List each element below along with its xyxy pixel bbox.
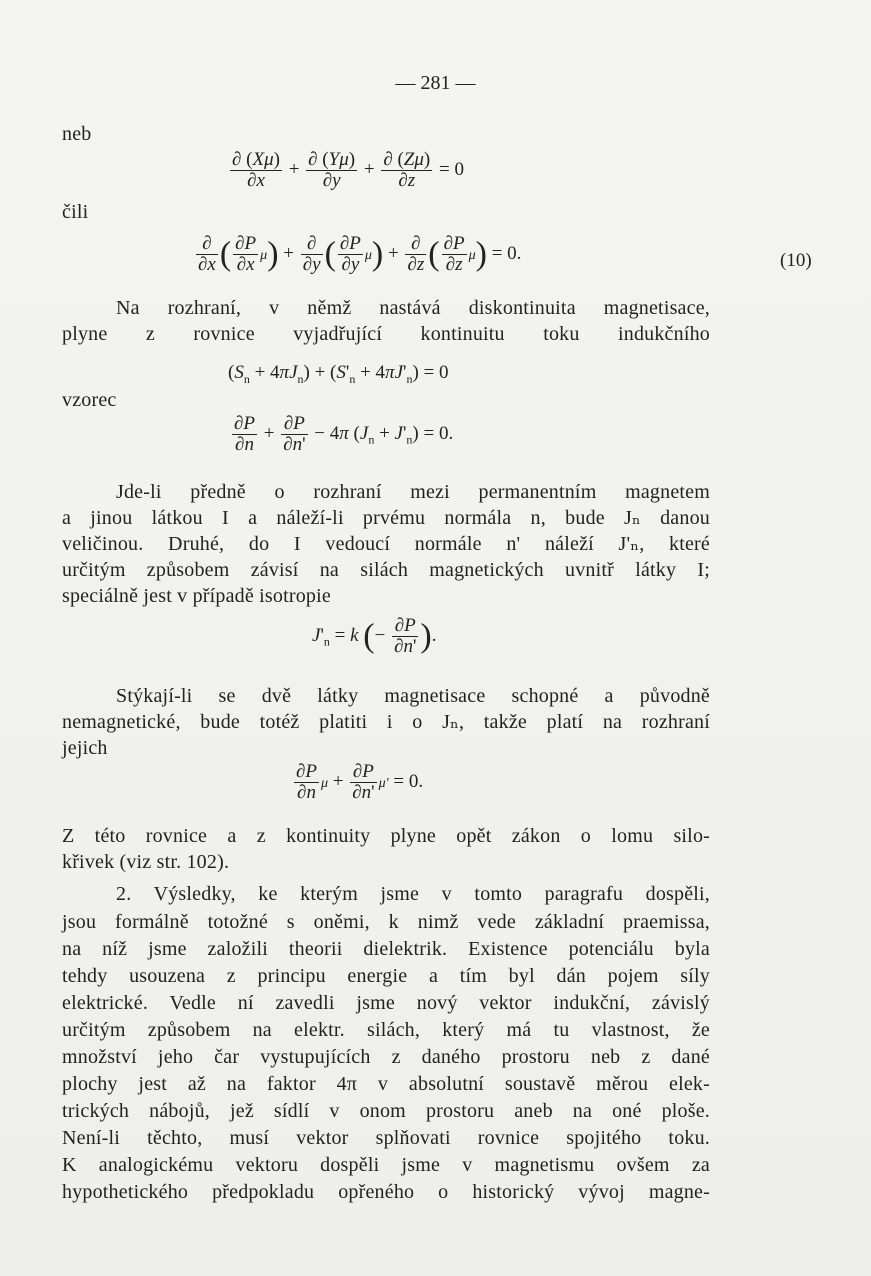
- text-line: veličinou. Druhé, do I vedoucí normále n' náleží J'ₙ, které: [62, 533, 710, 555]
- text-line: Není-li těchto, musí vektor splňovati rovnice spojitého toku.: [62, 1127, 710, 1149]
- text-line: Z této rovnice a z kontinuity plyne opět zákon o lomu silo-: [62, 825, 710, 847]
- text-line: tehdy usouzena z principu energie a tím byl dán pojem síly: [62, 965, 710, 987]
- text-line: jsou formálně totožné s oněmi, k nimž vede základní praemissa,: [62, 911, 710, 933]
- text-line: křivek (viz str. 102).: [62, 851, 230, 873]
- equation-flux: $(S_n + 4\pi J_n) + (S'_n + 4\pi J'_n) = 0$: [228, 362, 449, 386]
- word-neb: neb: [62, 123, 92, 145]
- text-line: množství jeho čar vystupujících z daného prostoru neb z dané: [62, 1046, 710, 1068]
- text-line: 2. Výsledky, ke kterým jsme v tomto paragrafu dospěli,: [116, 883, 710, 905]
- text-line: hypothetického předpokladu opřeného o historický vývoj magne-: [62, 1181, 710, 1203]
- equation-mu: $\frac{\partial P}{\partial n}$ μ + $\frac{\partial P}{\partial n'}$ μ' = 0.: [296, 761, 424, 803]
- word-vzorec: vzorec: [62, 389, 117, 411]
- equation-10: ∂ ∂x ( $\frac{\partial P}{\partial x}$ μ) + ∂ ∂y ( $\frac{\partial P}{\partial y}$ μ) + ∂ ∂z ( $\frac{\partial P}{\partial z}$ μ) = 0.: [198, 233, 522, 275]
- text-line: a jinou látkou I a náleží-li prvému normála n, bude Jₙ danou: [62, 507, 710, 529]
- text-line: speciálně jest v případě isotropie: [62, 585, 331, 607]
- page-number: — 281 —: [395, 72, 476, 94]
- equation-divergence: $\frac{\partial (X\mu)}{\partial x}$ + $\frac{\partial (Y\mu)}{\partial y}$ + $\frac{\partial (Z\mu)}{\partial z}$ = 0: [232, 149, 464, 191]
- text-line: trických nábojů, jež sídlí v onom prostoru aneb na oné ploše.: [62, 1100, 710, 1122]
- text-line: jejich: [62, 737, 108, 759]
- text-line: plyne z rovnice vyjadřující kontinuitu toku indukčního: [62, 323, 710, 345]
- text-line: určitým způsobem závisí na silách magnetických uvnitř látky I;: [62, 559, 710, 581]
- text-line: plochy jest až na faktor 4π v absolutní soustavě měrou elek-: [62, 1073, 710, 1095]
- text-line: Na rozhraní, v němž nastává diskontinuita magnetisace,: [116, 297, 710, 319]
- equation-boundary: $\frac{\partial P}{\partial n}$ + $\frac{\partial P}{\partial n'}$ − 4π $(J_n + J'_n) = 0$.: [234, 413, 454, 455]
- word-cili: čili: [62, 201, 89, 223]
- equation-isotropy: $J'_n = k$ (− $\frac{\partial P}{\partial n'}$ ).: [312, 615, 437, 657]
- text-line: na níž jsme založili theorii dielektrik. Existence potenciálu byla: [62, 938, 710, 960]
- text-line: elektrické. Vedle ní zavedli jsme nový vektor indukční, závislý: [62, 992, 710, 1014]
- text-line: určitým způsobem na elektr. silách, který má tu vlastnost, že: [62, 1019, 710, 1041]
- text-line: nemagnetické, bude totéž platiti i o Jₙ, takže platí na rozhraní: [62, 711, 710, 733]
- equation-number: (10): [780, 250, 812, 271]
- text-line: Stýkají-li se dvě látky magnetisace schopné a původně: [116, 685, 710, 707]
- text-line: Jde-li předně o rozhraní mezi permanentním magnetem: [116, 481, 710, 503]
- text-line: K analogickému vektoru dospěli jsme v magnetismu ovšem za: [62, 1154, 710, 1176]
